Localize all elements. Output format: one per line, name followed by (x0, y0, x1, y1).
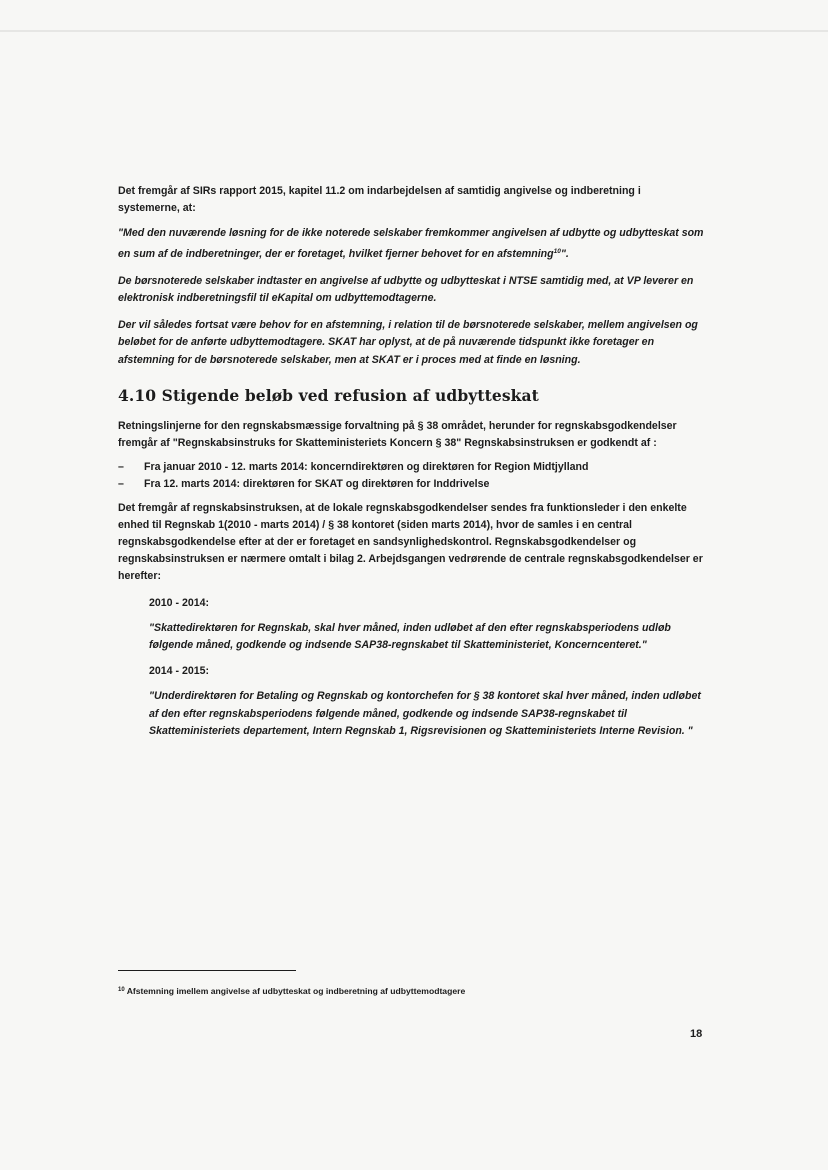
footnote (118, 984, 698, 997)
top-edge-rule (0, 30, 828, 32)
document-page (118, 183, 704, 740)
list-item (118, 476, 704, 493)
intro-paragraph: Det fremgår af SIRs rapport 2015, kapitel 11.2 om indarbejdelsen af samtidig angivelse og indberetning i systemerne, at: (118, 185, 641, 215)
period-quote-2: "Underdirektøren for Betaling og Regnskab og kontorchefen for § 38 kontoret skal hver måned, inden udløbet af den efter regnskabsperiodens følgende måned, godkende og indsende SAP38-regnskabet til Skatteministeriets departement, Intern Regnskab 1, Rigsrevisionen og Skatteministeriets Interne Revision. " (149, 690, 701, 737)
quote-paragraph-2: De børsnoterede selskaber indtaster en angivelse af udbytte og udbytteskat i NTSE samtidig med, at VP leverer en elektronisk indberetningsfil til eKapital om udbyttemodtagerne. (118, 274, 694, 305)
quote-paragraph-3: Der vil således fortsat være behov for en afstemning, i relation til de børsnoterede selskaber, mellem angivelsen og beløbet for de anførte udbyttemodtagere. SKAT har oplyst, at de på nuværende tidspunkt ikke foretager en afstemning for de børsnoterede selskaber, men at SKAT er i proces med at finde en løsning. (118, 319, 698, 366)
section-heading: 4.10 Stigende beløb ved refusion af udbytteskat (118, 385, 539, 405)
period-heading-1: 2010 - 2014: (149, 596, 210, 609)
dash-bullet: – (118, 478, 124, 491)
quote-paragraph-1 (118, 225, 704, 262)
footnote-number: 10 (118, 987, 125, 993)
approver-list (118, 459, 704, 493)
page-number: 18 (690, 1028, 703, 1040)
list-item-text: Fra 12. marts 2014: direktøren for SKAT og direktøren for Inddrivelse (144, 478, 490, 491)
body-paragraph-1: Retningslinjerne for den regnskabsmæssige forvaltning på § 38 området, herunder for regnskabsgodkendelser fremgår af "Regnskabsinstruks for Skatteministeriets Koncern § 38" Regnskabsinstruksen er godkendt af : (118, 419, 677, 450)
period-quote-1: "Skattedirektøren for Regnskab, skal hver måned, inden udløbet af den efter regnskabsperiodens udløb følgende måned, godkende og indsende SAP38-regnskabet til Skatteministeriet, Koncerncenteret." (149, 621, 671, 652)
list-item (118, 459, 704, 476)
footnote-ref[interactable]: 10 (553, 247, 561, 255)
quote-1-end: ". (560, 247, 569, 260)
footnote-separator (118, 970, 296, 971)
body-paragraph-2: Det fremgår af regnskabsinstruksen, at de lokale regnskabsgodkendelser sendes fra funktionsleder i den enkelte enhed til Regnskab 1(2010 - marts 2014) / § 38 kontoret (siden marts 2014), hvor de samles i en central regnskabsgodkendelse efter at der er foretaget en sandsynlighedskontrol. Regnskabsgodkendelser og regnskabsinstruksen er nærmere omtalt i bilag 2. Arbejdsgangen vedrørende de centrale regnskabsgodkendelser er herefter: (118, 501, 703, 583)
quote-1-text: "Med den nuværende løsning for de ikke noterede selskaber fremkommer angivelsen af udbytte og udbytteskat som en sum af de indberetninger, der er foretaget, hvilket fjerner behovet for en afstemning (118, 227, 704, 260)
dash-bullet: – (118, 461, 124, 474)
footnote-text: Afstemning imellem angivelse af udbytteskat og indberetning af udbyttemodtagere (126, 986, 466, 996)
list-item-text: Fra januar 2010 - 12. marts 2014: koncerndirektøren og direktøren for Region Midtjylland (144, 461, 589, 474)
period-heading-2: 2014 - 2015: (149, 665, 210, 678)
